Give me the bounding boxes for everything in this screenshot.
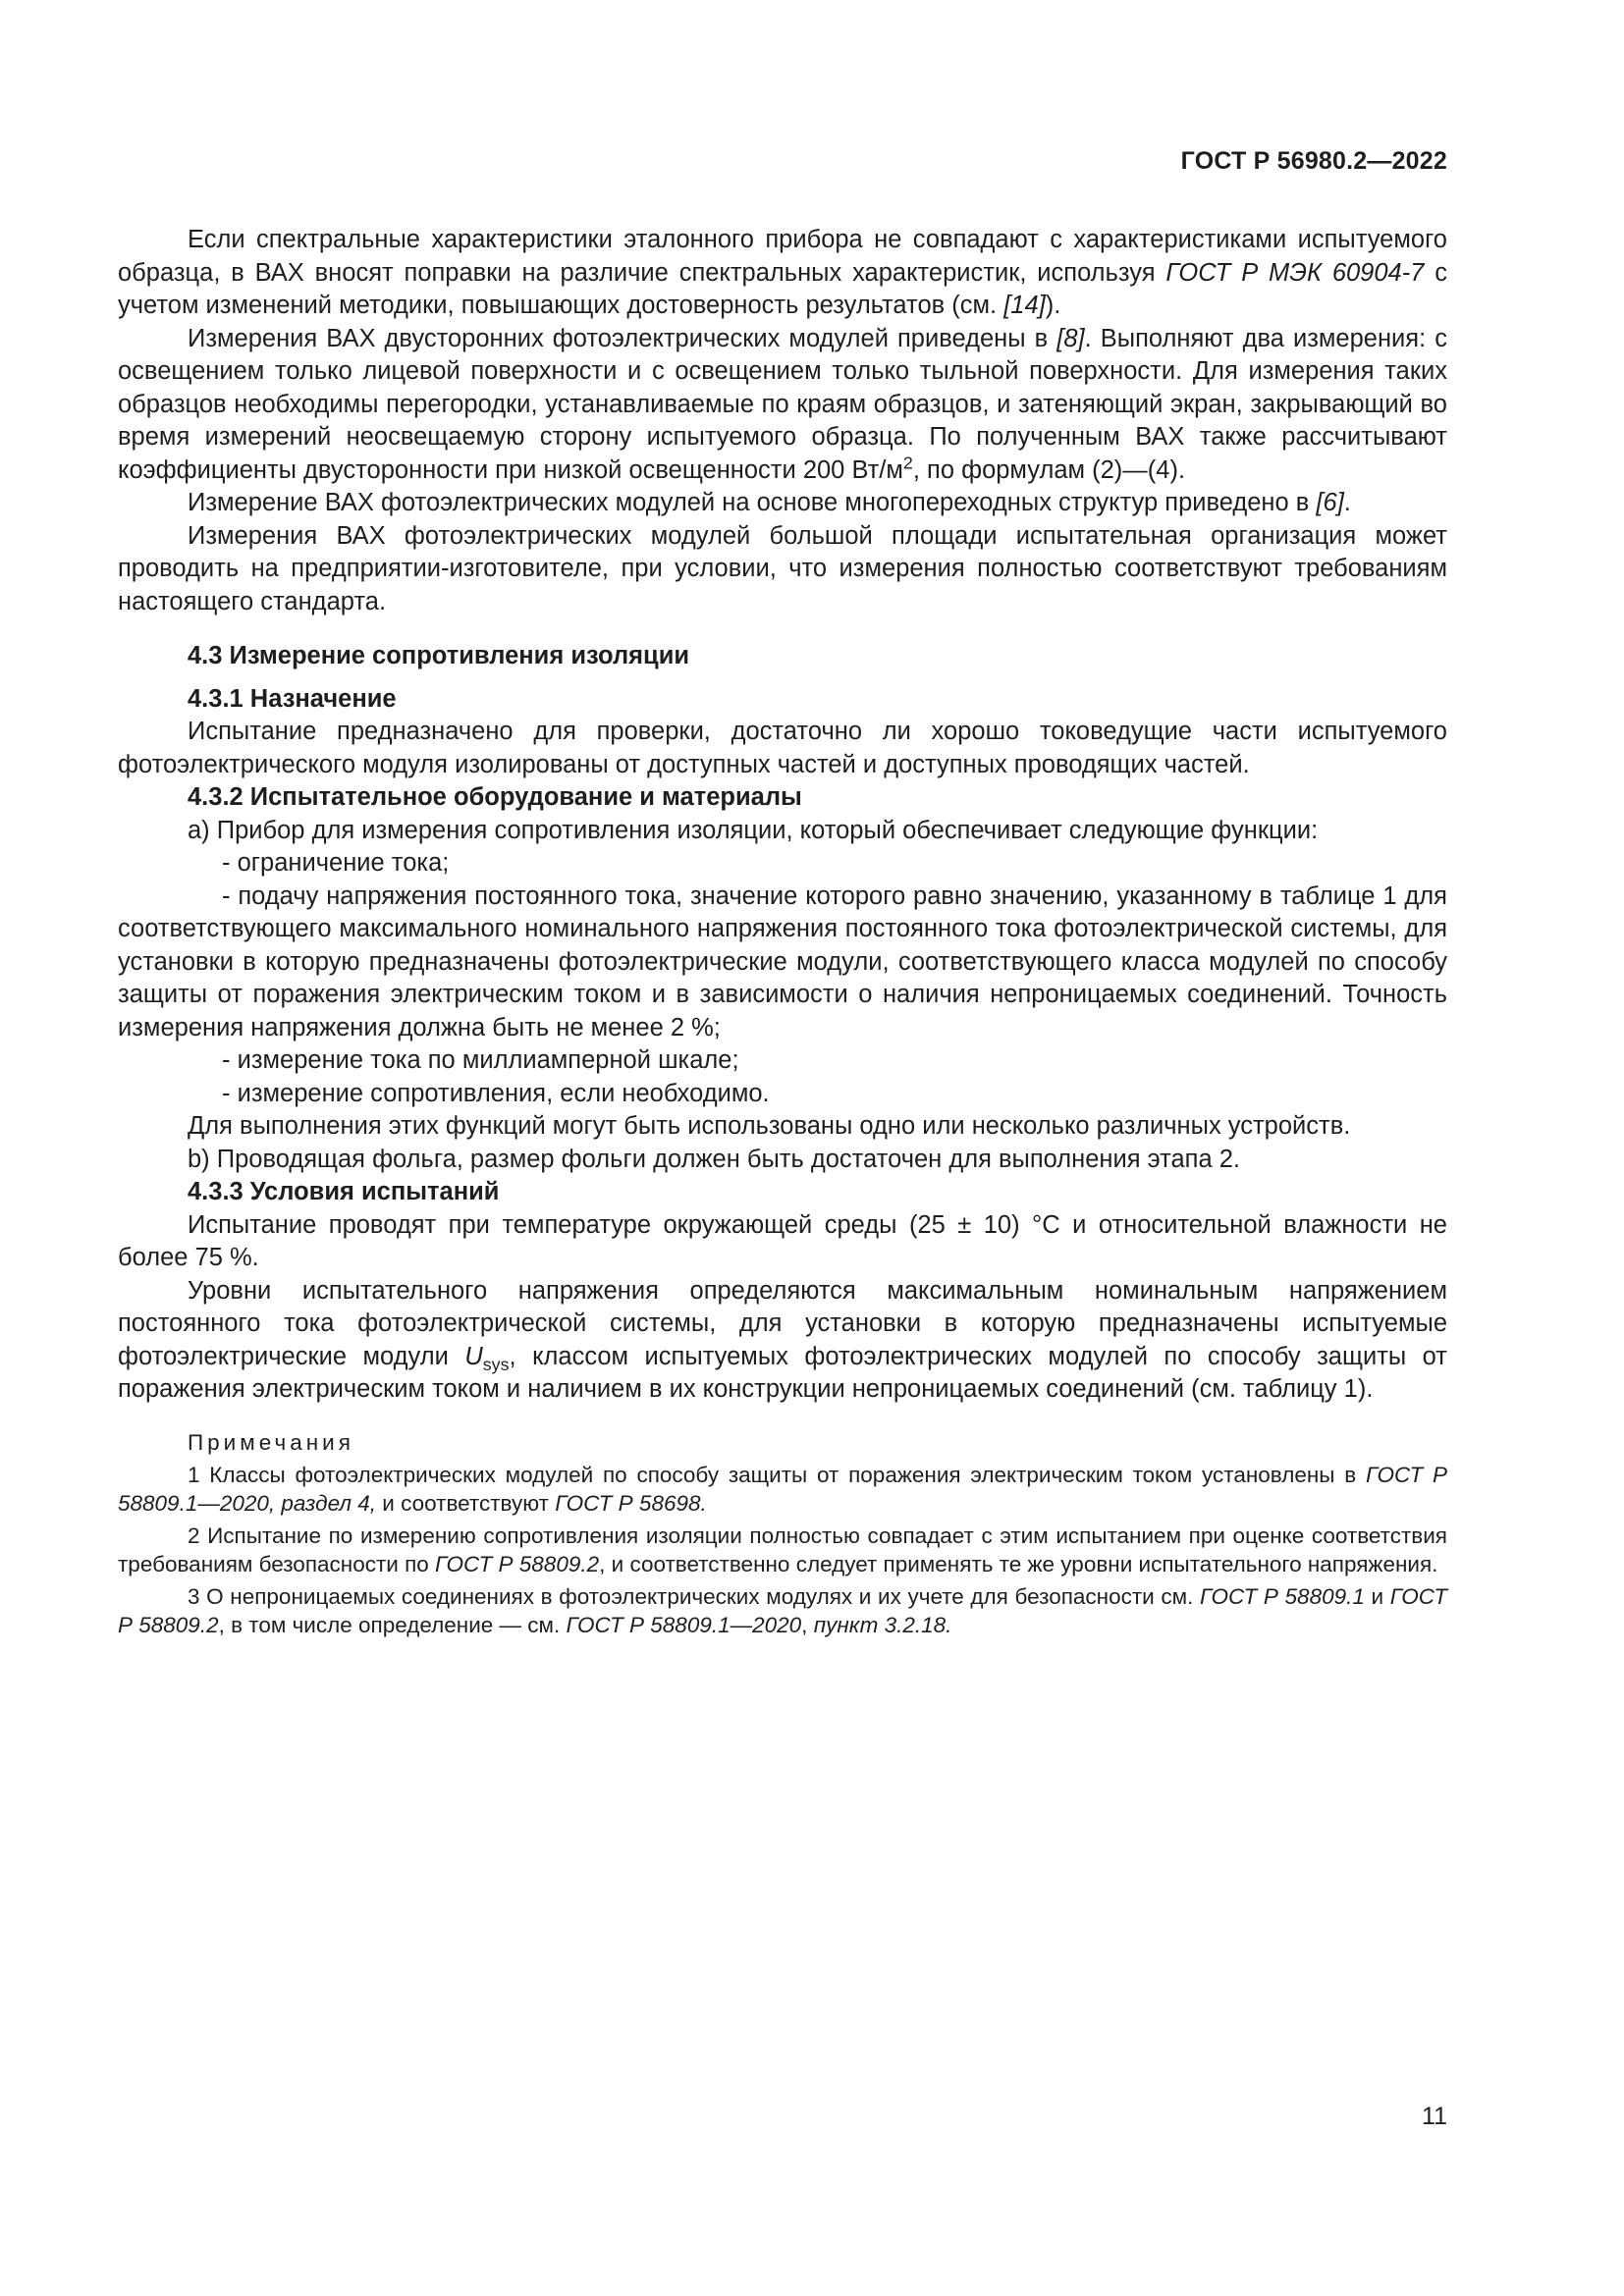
subscript-sys: sys xyxy=(482,1354,510,1374)
paragraph-test-voltage-levels: Уровни испытательного напряжения определяются максимальным номинальным напряжением постоянного тока фотоэлектрической системы, для установки в которую предназначены испытуемые фотоэлектрические модули $U_{sys}$, классом испытуемых фотоэлектрических модулей по способу защиты от поражения электрическим током и наличием в их конструкции непроницаемых соединений (см. таблицу 1). xyxy=(118,1276,1447,1403)
section-4-3-1-text: Испытание предназначено для проверки, достаточно ли хорошо токоведущие части испытуемого фотоэлектрического модуля изолированы от доступных частей и доступных проводящих частей. xyxy=(118,718,1447,778)
dash-item-current-limit: - ограничение тока; xyxy=(222,849,450,877)
notes-block xyxy=(118,1428,1447,1639)
reference-gost-iec-60904-7: ГОСТ Р МЭК 60904-7 xyxy=(1165,258,1425,287)
note-1: 1 Классы фотоэлектрических модулей по способу защиты от поражения электрическим током установлены в ГОСТ Р 58809.1—2020, раздел 4, и соответствуют ГОСТ Р 58698. xyxy=(118,1462,1448,1516)
reference-6: [6] xyxy=(1316,489,1344,516)
list-item-a: a) Прибор для измерения сопротивления изоляции, который обеспечивает следующие функции: xyxy=(188,816,1319,844)
list-item-b: b) Проводящая фольга, размер фольги должен быть достаточен для выполнения этапа 2. xyxy=(188,1145,1241,1173)
dash-item-dc-voltage: - подачу напряжения постоянного тока, значение которого равно значению, указанному в таблице 1 для соответствующего максимального номинального напряжения постоянного тока фотоэлектрической системы, для установки в которую предназначены фотоэлектрические модули, соответствующего класса модулей по способу защиты от поражения электрическим током и в зависимости о наличия непроницаемых соединений. Точность измерения напряжения должна быть не менее 2 %; xyxy=(118,881,1447,1041)
section-4-3-1-title: 4.3.1 Назначение xyxy=(188,684,397,713)
paragraph-spectral-correction: Если спектральные характеристики эталонного прибора не совпадают с характеристиками испытуемого образца, в ВАХ вносят поправки на различие спектральных характеристик, используя ГОСТ Р МЭК 60904-7 с учетом изменений методики, повышающих достоверность результатов (см. [14]). xyxy=(118,226,1447,319)
note-2: 2 Испытание по измерению сопротивления изоляции полностью совпадает с этим испытанием при оценке соответствия требованиям безопасности по ГОСТ Р 58809.2, и соответственно следует применять те же уровни испытательного напряжения. xyxy=(118,1522,1447,1576)
section-4-3-3-title: 4.3.3 Условия испытаний xyxy=(188,1178,500,1205)
reference-14: [14] xyxy=(1003,292,1046,319)
dash-item-current-measure: - измерение тока по миллиамперной шкале; xyxy=(222,1046,739,1074)
dash-item-resistance-measure: - измерение сопротивления, если необходимо. xyxy=(222,1079,770,1107)
variable-u: U xyxy=(464,1342,483,1370)
page-number: 11 xyxy=(1422,2103,1447,2130)
section-4-3-title: 4.3 Измерение сопротивления изоляции xyxy=(188,642,690,669)
page-content xyxy=(118,224,1447,1639)
reference-8: [8] xyxy=(1056,324,1085,352)
paragraph-devices-note: Для выполнения этих функций могут быть использованы одно или несколько различных устройств. xyxy=(188,1112,1351,1140)
paragraph-multijunction: Измерение ВАХ фотоэлектрических модулей на основе многопереходных структур приведено в [6]. xyxy=(188,489,1351,516)
paragraph-bifacial-modules: Измерения ВАХ двусторонних фотоэлектрических модулей приведены в [8]. Выполняют два измерения: с освещением только лицевой поверхности и с освещением только тыльной поверхности. Для измерения таких образцов необходимы перегородки, устанавливаемые по краям образцов, и затеняющий экран, закрывающий во время измерений неосвещаемую сторону испытуемого образца. По полученным ВАХ также рассчитывают коэффициенты двусторонности при низкой освещенности 200 $Вт/м^2$, по формулам (2)—(4). xyxy=(118,324,1447,484)
notes-title: Примечания xyxy=(188,1429,354,1455)
note-3: 3 О непроницаемых соединениях в фотоэлектрических модулях и их учете для безопасности см. ГОСТ Р 58809.1 и ГОСТ Р 58809.2, в том числе определение — см. ГОСТ Р 58809.1—2020, пункт 3.2.18. xyxy=(118,1583,1447,1637)
section-4-3-2-title: 4.3.2 Испытательное оборудование и материалы xyxy=(188,783,802,811)
document-id-header: ГОСТ Р 56980.2—2022 xyxy=(1180,147,1447,175)
paragraph-test-temperature: Испытание проводят при температуре окружающей среды (25 ± 10) °С и относительной влажности не более 75 %. xyxy=(118,1210,1447,1271)
paragraph-large-area: Измерения ВАХ фотоэлектрических модулей большой площади испытательная организация может проводить на предприятии-изготовителе, при условии, что измерения полностью соответствуют требованиям настоящего стандарта. xyxy=(118,521,1447,615)
